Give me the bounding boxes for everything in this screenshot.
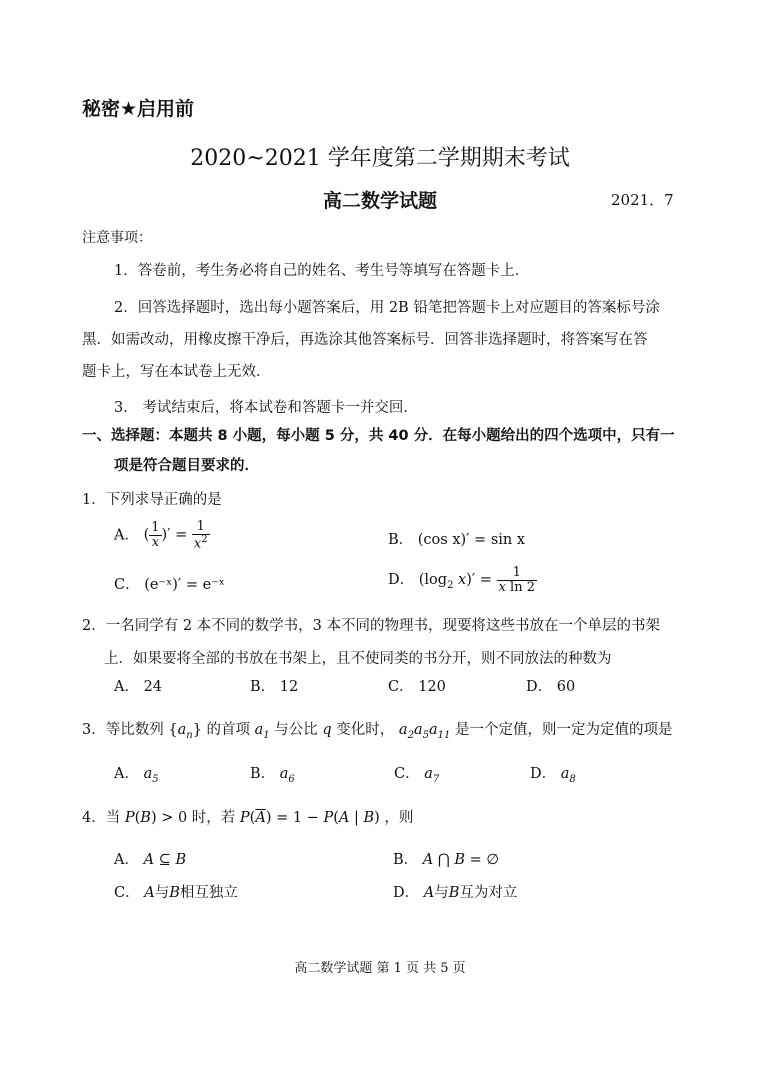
question-4-option-a: A． A ⊆ B: [114, 852, 187, 868]
question-3-text-1: 3．等比数列: [82, 722, 164, 738]
sequence-symbol: $\{a_n\}$: [168, 722, 202, 741]
exam-date: 2021．7: [611, 191, 674, 209]
option-c-text-1: 与: [154, 885, 170, 901]
subject-title: 高二数学试题: [322, 190, 437, 212]
option-b-label: B．: [250, 766, 276, 782]
note-item-2-line-3: 题卡上，写在本试卷上无效．: [82, 364, 271, 380]
question-3-option-b: B． $a_6$: [250, 766, 295, 785]
question-4-stem: [82, 806, 413, 827]
note-item-2-line-1: 2．回答选择题时，选出每小题答案后，用 2B 铅笔把答题卡上对应题目的答案标号涂: [114, 300, 660, 316]
confidential-label: 秘密★启用前: [82, 98, 195, 120]
question-3-option-d: D． $a_8$: [530, 766, 576, 785]
option-d-label: D．: [393, 885, 420, 901]
notes-heading: 注意事项：: [82, 230, 152, 246]
question-4-option-c: C． A与B相互独立: [114, 885, 238, 901]
note-item-1: 1．答卷前，考生务必将自己的姓名、考生号等填写在答题卡上．: [114, 263, 530, 279]
product-symbol: $a_2a_5a_{11}$: [398, 722, 451, 741]
option-d-formula: ($\log_2$ x)′ = $\frac{1}{\text{x ln 2}}$: [418, 565, 535, 595]
option-a-label: A．: [114, 852, 139, 868]
question-3-text-4: 变化时，: [336, 722, 395, 738]
question-2-option-d: D． 60: [526, 679, 576, 695]
question-2-option-c: C． 120: [388, 679, 446, 695]
question-3-stem: [82, 718, 672, 741]
option-d-text-1: 与: [434, 885, 449, 901]
note-item-3: 3． 考试结束后，将本试卷和答题卡一并交回．: [114, 400, 418, 416]
ratio-symbol: q: [322, 722, 332, 738]
question-3-text-5: 是一个定值，则一定为定值的项是: [454, 722, 673, 738]
question-4-option-d: D． A与B互为对立: [393, 885, 518, 901]
option-b-label: B．: [393, 852, 419, 868]
question-1-stem: 1．下列求导正确的是: [82, 492, 222, 508]
question-4-text-3: ，则: [384, 810, 414, 826]
question-1-option-d: [388, 566, 537, 594]
question-2-line-2: 上．如果要将全部的书放在书架上，且不使同类的书分开，则不同放法的种数为: [104, 651, 612, 667]
question-4-text-1: 4．当: [82, 810, 121, 826]
question-2-line-1: 2．一名同学有 2 本不同的数学书，3 本不同的物理书，现要将这些书放在一个单层的书架: [82, 618, 660, 634]
option-c-label: C．: [114, 577, 140, 593]
question-1-option-b: [388, 528, 525, 549]
page-footer: 高二数学试题 第 1 页 共 5 页: [294, 961, 466, 976]
option-c-formula: (e⁻ˣ)′ = e⁻ˣ: [144, 577, 225, 593]
probability-formula: $P(\overline{A}) = 1 - P(A$ | B): [239, 810, 380, 826]
option-b-label: B．: [388, 532, 414, 548]
note-item-2-line-2: 黑．如需改动，用橡皮擦干净后，再选涂其他答案标号．回答非选择题时，将答案写在答: [82, 332, 648, 348]
question-3-option-a: A． $a_5$: [114, 766, 159, 785]
question-4-text-2: 时，若: [191, 810, 236, 826]
option-c-label: C．: [114, 885, 140, 901]
option-a-label: A．: [114, 766, 139, 782]
first-term-symbol: $a_1$: [254, 722, 270, 741]
question-1-option-c: [114, 573, 225, 594]
option-c-text-2: 相互独立: [179, 885, 238, 901]
section-heading-line-1: 一、选择题：本题共 8 小题，每小题 5 分，共 40 分．在每小题给出的四个选项中，只有一: [82, 428, 675, 444]
question-1-option-a: [114, 520, 210, 551]
question-3-text-3: 与公比: [274, 722, 318, 738]
option-d-label: D．: [388, 572, 415, 589]
option-a-formula: ( $\frac{1}{x}$ )′ = $\frac{1}{x^2}$: [143, 519, 208, 551]
option-d-label: D．: [530, 766, 557, 782]
option-d-text-2: 互为对立: [459, 885, 518, 901]
condition-formula: P(B) > 0: [124, 810, 188, 826]
option-c-label: C．: [394, 766, 420, 782]
exam-title: 2020~2021 学年度第二学期期末考试: [190, 146, 570, 171]
option-b-formula: (cos x)′ = sin x: [417, 532, 526, 548]
question-2-option-b: B． 12: [250, 679, 299, 695]
option-a-label: A．: [114, 527, 139, 544]
question-2-option-a: A． 24: [114, 679, 163, 695]
section-heading-line-2: 项是符合题目要求的．: [114, 458, 259, 474]
question-4-option-b: B． A ⋂ B = ∅: [393, 852, 500, 868]
question-3-option-c: C． $a_7$: [394, 766, 440, 785]
question-3-text-2: 的首项: [206, 722, 251, 738]
